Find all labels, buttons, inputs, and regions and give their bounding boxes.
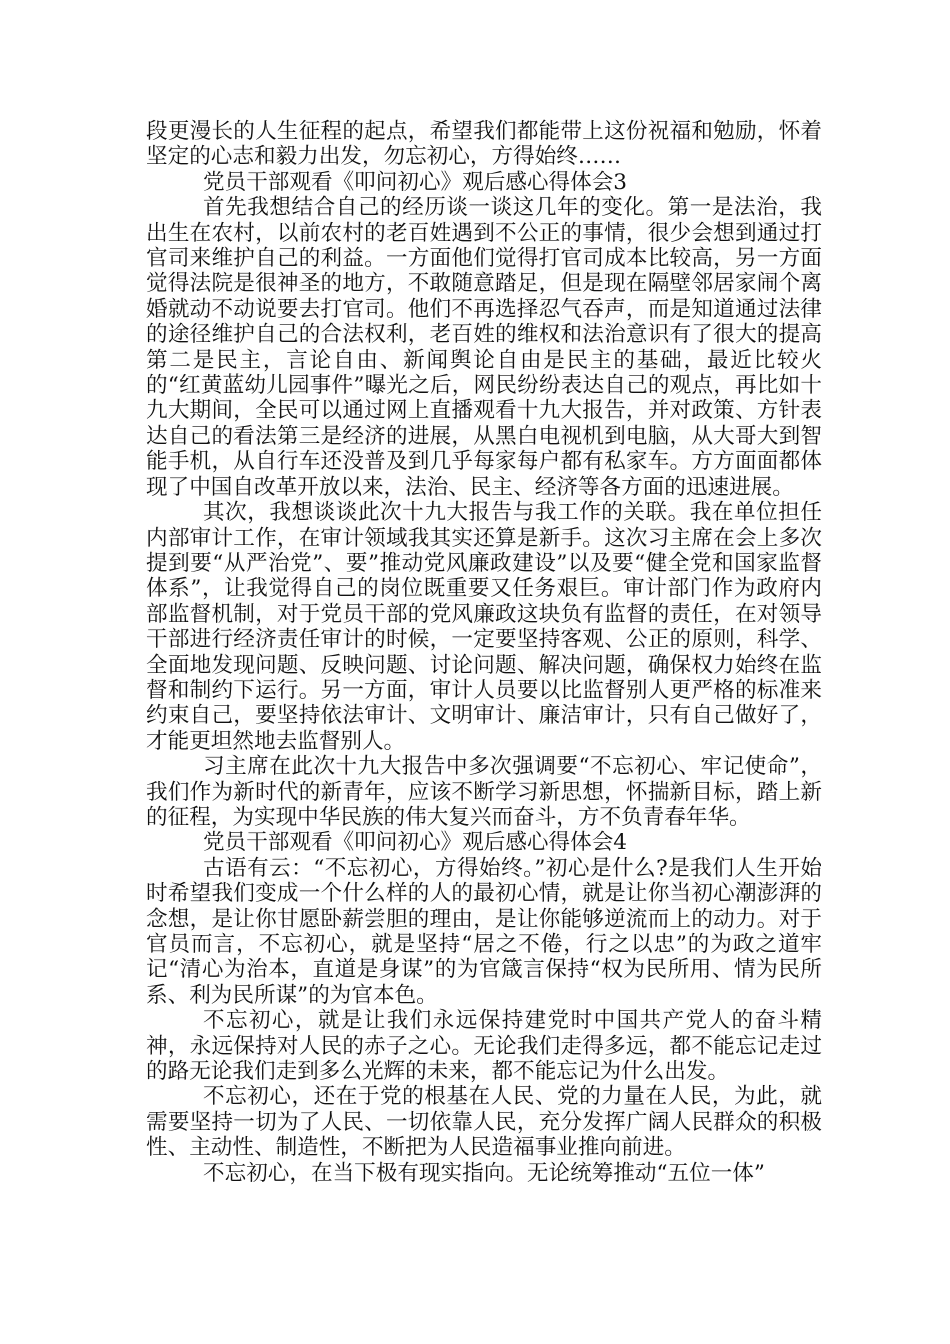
paragraph-reality: 不忘初心，在当下极有现实指向。无论统筹推动“五位一体” bbox=[203, 1160, 765, 1186]
paragraph-continuation: 段更漫长的人生征程的起点，希望我们都能带上这份祝福和勉励，怀着坚定的心志和毅力出发，勿忘初心，方得始终…… bbox=[146, 119, 822, 170]
paragraph-people-foundation: 不忘初心，还在于党的根基在人民、党的力量在人民，为此，就需要坚持一切为了人民、一切依靠人民，充分发挥广阔人民群众的积极性、主动性、制造性，不断把为人民造福事业推向前进。 bbox=[146, 1084, 822, 1161]
paragraph-youth: 习主席在此次十九大报告中多次强调要“不忘初心、牢记使命”，我们作为新时代的新青年，应该不断学习新思想，怀揣新目标，踏上新的征程，为实现中华民族的伟大复兴而奋斗，方不负青春年华。 bbox=[146, 754, 822, 830]
paragraph-struggle-spirit: 不忘初心，就是让我们永远保持建党时中国共产党人的奋斗精神，永远保持对人民的赤子之心。无论我们走得多远，都不能忘记走过的路无论我们走到多么光辉的未来，都不能忘记为什么出发。 bbox=[146, 1008, 822, 1085]
section-heading-4: 党员干部观看《叩问初心》观后感心得体会4 bbox=[203, 830, 628, 856]
section-heading-3: 党员干部观看《叩问初心》观后感心得体会3 bbox=[203, 169, 628, 195]
paragraph-audit-work: 其次，我想谈谈此次十九大报告与我工作的关联。我在单位担任内部审计工作，在审计领域我其实还算是新手。这次习主席在会上多次提到要“从严治党”、要”推动党风廉政建设”以及要“健全党和国家监督体系”，让我觉得自己的岗位既重要又任务艰巨。审计部门作为政府内部监督机制，对于党员干部的党风廉政这块负有监督的责任，在对领导干部进行经济责任审计的时候，一定要坚持客观、公正的原则，科学、全面地发现问题、反映问题、讨论问题、解决问题，确保权力始终在监督和制约下运行。另一方面，审计人员要以比监督别人更严格的标准来约束自己，要坚持依法审计、文明审计、廉洁审计，只有自己做好了，才能更坦然地去监督别人。 bbox=[146, 500, 822, 754]
paragraph-changes: 首先我想结合自己的经历谈一谈这几年的变化。第一是法治，我出生在农村，以前农村的老百姓遇到不公正的事情，很少会想到通过打官司来维护自己的利益。一方面他们觉得打官司成本比较高，另一方面觉得法院是很神圣的地方，不敢随意踏足，但是现在隔壁邻居家闹个离婚就动不动说要去打官司。他们不再选择忍气吞声，而是知道通过法律的途径维护自己的合法权利，老百姓的维权和法治意识有了很大的提高第二是民主，言论自由、新闻舆论自由是民主的基础，最近比较火的“红黄蓝幼儿园事件”曝光之后，网民纷纷表达自己的观点，再比如十九大期间，全民可以通过网上直播观看十九大报告，并对政策、方针表达自己的看法第三是经济的进展，从黑白电视机到电脑，从大哥大到智能手机，从自行车还没普及到几乎每家每户都有私家车。方方面面都体现了中国自改革开放以来，法治、民主、经济等各方面的迅速进展。 bbox=[146, 195, 822, 500]
paragraph-original-aspiration: 古语有云：“不忘初心，方得始终。”初心是什么?是我们人生开始时希望我们变成一个什么样的人的最初心情，就是让你当初心潮澎湃的念想，是让你甘愿卧薪尝胆的理由，是让你能够逆流而上的动力。对于官员而言，不忘初心，就是坚持“居之不倦，行之以忠”的为政之道牢记“清心为治本，直道是身谋”的为官箴言保持“权为民所用、情为民所系、利为民所谋”的为官本色。 bbox=[146, 855, 822, 1008]
document-page bbox=[146, 119, 822, 1186]
